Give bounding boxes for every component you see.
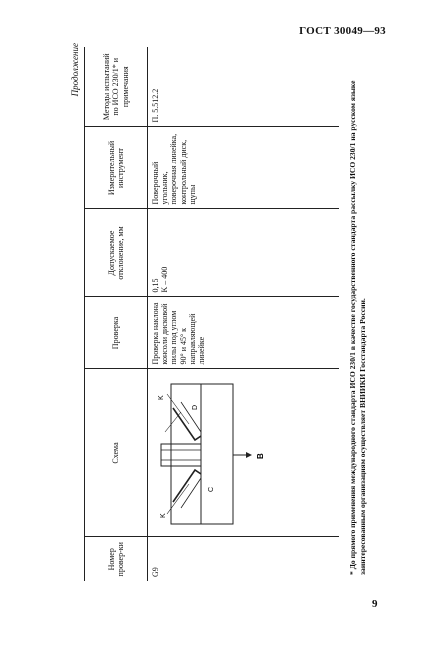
label-k-right: K — [158, 395, 165, 401]
scheme-diagram — [151, 374, 271, 533]
header-check-number: Номер провер-ки — [85, 537, 148, 581]
fence-block — [161, 445, 201, 467]
cell-tolerance — [148, 209, 340, 297]
square-left — [173, 471, 201, 503]
label-c: C — [208, 487, 215, 493]
tolerance-length: K – 400 — [160, 266, 170, 293]
header-instrument: Измерительный инструмент — [85, 127, 148, 209]
saw-console-scheme — [151, 375, 271, 533]
specification-table — [84, 47, 339, 581]
label-k-left: K — [160, 513, 167, 519]
cell-method: П. 5.512.2 — [148, 47, 340, 127]
header-check: Проверка — [85, 297, 148, 369]
page-number: 9 — [372, 598, 378, 610]
cell-scheme — [148, 369, 340, 537]
document-header: ГОСТ 30049—93 — [299, 25, 386, 37]
rotated-content — [68, 41, 398, 581]
cell-check-description: Проверка наклона консоли дисковой пилы под углом 90° и 45° к направляющей линейке — [148, 297, 340, 369]
label-b: B — [256, 453, 265, 460]
footnote: * До прямого применения международного стандарта ИСО 230/1 в качестве государственного стандарта рассылку ИСО 230/1 на русском языке заинтересованным организациям осуществляет ВНИИКИ Госстандарта России. — [348, 80, 368, 575]
table-row — [148, 47, 340, 581]
tolerance-value: 0,15 — [151, 278, 160, 293]
cell-instrument: Поверочный угольник, поверочная линейка, контрольный диск, щупы — [148, 127, 340, 209]
header-scheme: Схема — [85, 369, 148, 537]
table-header-row — [85, 47, 148, 581]
square-right — [173, 409, 201, 441]
header-tolerance: Допускаемое отклонение, мм — [85, 209, 148, 297]
continuation-label: Продолжение — [70, 43, 80, 97]
label-d: D — [192, 405, 199, 411]
header-method: Методы испытаний по ИСО 230/1* и примечания — [85, 47, 148, 127]
cell-check-number: G9 — [148, 537, 340, 581]
table-outline — [171, 385, 233, 525]
